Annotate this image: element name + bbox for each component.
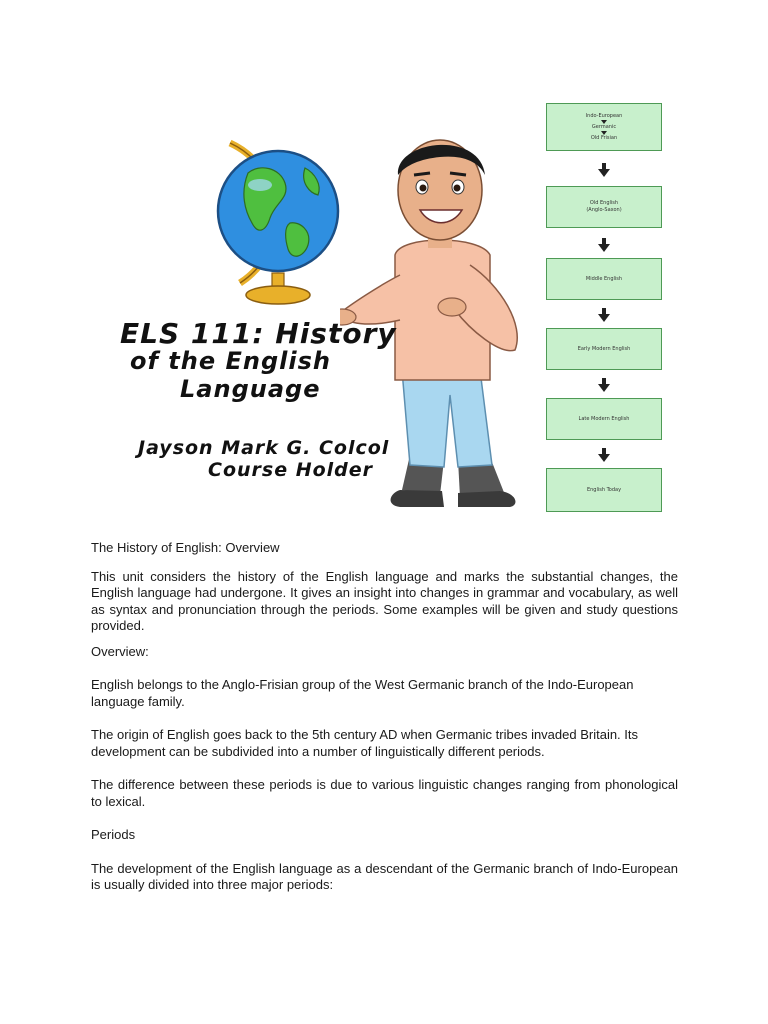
flow-text: Late Modern English <box>578 415 630 422</box>
flow-text: Old English <box>589 200 619 206</box>
course-title-line-1: ELS 111: History <box>120 317 397 350</box>
flow-box-early-modern-english <box>546 328 662 370</box>
arrow-down-icon <box>598 238 610 252</box>
globe-illustration <box>200 123 350 313</box>
intro-paragraph: This unit considers the history of the English language and marks the substantial changes, the English language had undergone. It gives an insight into changes in grammar and vocabulary, as well as syntax and pronunciation through the periods. Some examples will be given and study questions provided. <box>91 568 678 633</box>
flow-text: Early Modern English <box>577 345 631 352</box>
course-holder-name: Jayson Mark G. Colcol <box>138 437 390 459</box>
flow-box-indo-european <box>546 103 662 151</box>
paragraph-origin: The origin of English goes back to the 5th century AD when Germanic tribes invaded Britain. Its development can be subdivided into a number of linguistically different periods. <box>91 727 639 759</box>
section-heading: The History of English: Overview <box>91 540 280 555</box>
arrow-down-icon <box>598 163 610 177</box>
flow-box-english-today <box>546 468 662 512</box>
paragraph-periods: The development of the English language as a descendant of the Germanic branch of Indo-European is usually divided into three major periods: <box>91 860 678 892</box>
flow-text: Old Frisian <box>590 134 618 141</box>
flow-box-old-english <box>546 186 662 228</box>
periods-label: Periods <box>91 827 136 842</box>
flow-text: Germanic <box>591 123 617 130</box>
arrow-down-icon <box>598 308 610 322</box>
flow-box-middle-english <box>546 258 662 300</box>
flow-text: English Today <box>586 486 622 493</box>
paragraph-differences: The difference between these periods is due to various linguistic changes ranging from phonological to lexical. <box>91 777 678 809</box>
paragraph-language-family: English belongs to the Anglo-Frisian group of the West Germanic branch of the Indo-European language family. <box>91 677 634 709</box>
course-banner <box>90 95 690 525</box>
flow-text: (Anglo-Saxon) <box>586 207 622 213</box>
flow-text: Indo-European <box>585 112 623 119</box>
flow-box-late-modern-english <box>546 398 662 440</box>
language-period-flowchart <box>546 103 666 513</box>
flow-text: Middle English <box>585 275 623 282</box>
document-body <box>91 540 678 894</box>
overview-label: Overview: <box>91 643 149 659</box>
arrow-down-icon <box>598 378 610 392</box>
course-title-line-3: Language <box>180 375 321 403</box>
arrow-down-icon <box>598 448 610 462</box>
course-holder-role: Course Holder <box>208 459 374 481</box>
course-title-line-2: of the English <box>130 347 331 375</box>
